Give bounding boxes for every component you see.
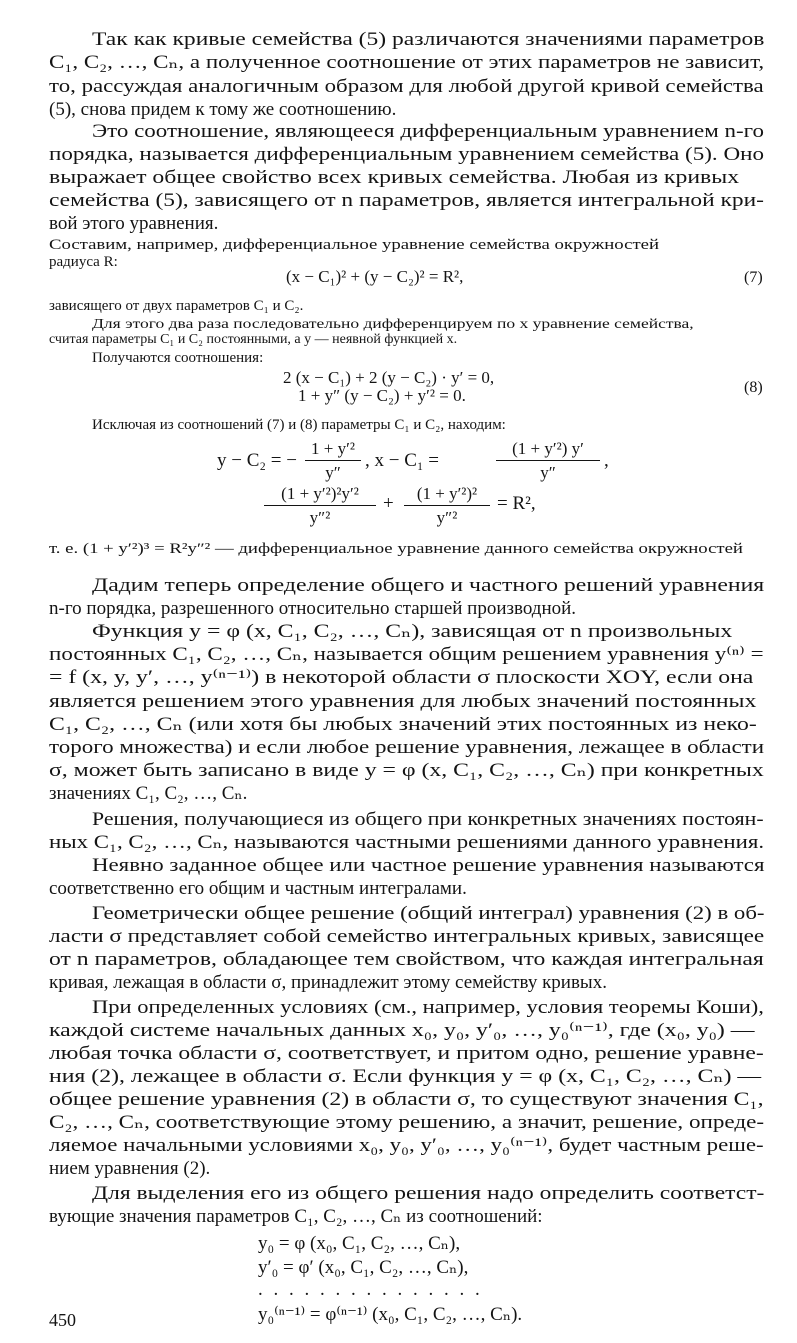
- expr-plus: +: [383, 493, 394, 514]
- frac1-numerator: 1 + y′²: [311, 439, 355, 458]
- text-line: зависящего от двух параметров C₁ и C₂.: [49, 298, 304, 314]
- expr-comma: ,: [604, 450, 609, 471]
- text-line: нием уравнения (2).: [49, 1158, 211, 1179]
- text-line: Исключая из соотношений (7) и (8) параметры C₁ и C₂, находим:: [92, 417, 506, 433]
- page-number: 450: [49, 1310, 76, 1330]
- text-line: (5), снова придем к тому же соотношению.: [49, 99, 397, 120]
- text-line: C₂, …, Cₙ, соответствующие этому решению, а значит, решение, опреде-: [49, 1112, 765, 1133]
- frac1-bar: [305, 460, 361, 461]
- text-line: Составим, например, дифференциальное уравнение семейства окружностей: [49, 237, 659, 253]
- frac2-numerator: (1 + y′²) y′: [512, 439, 584, 458]
- equation-8-line-1: 2 (x − C₁) + 2 (y − C₂) · y′ = 0,: [283, 368, 495, 387]
- text-line: то, рассуждая аналогичным образом для любой другой кривой семейства: [49, 76, 764, 97]
- text-line: кривая, лежащая в области σ, принадлежит этому семейству кривых.: [49, 972, 607, 993]
- frac3-denominator: y″²: [309, 508, 331, 527]
- text-line: C₁, C₂, …, Cₙ (или хотя бы любых значений этих постоянных из неко-: [49, 714, 757, 735]
- text-line: любая точка области σ, соответствует, и притом одно, решение уравне-: [49, 1043, 764, 1064]
- text-line: C₁, C₂, …, Cₙ, а полученное соотношение от этих параметров не зависит,: [49, 52, 765, 73]
- frac4-numerator: (1 + y′²)²: [416, 484, 478, 503]
- frac4-bar: [404, 505, 490, 506]
- text-line: т. е. (1 + y′²)³ = R²y″² — дифференциальное уравнение данного семейства окружностей: [49, 541, 743, 557]
- text-line: выражает общее свойство всех кривых семейства. Любая из кривых: [49, 167, 740, 188]
- text-line: Неявно заданное общее или частное решение уравнения называются: [92, 855, 765, 876]
- frac3-bar: [264, 505, 376, 506]
- text-line: Это соотношение, являющееся дифференциальным уравнением n-го: [92, 121, 764, 142]
- system-line-1: y₀ = φ (x₀, C₁, C₂, …, Cₙ),: [258, 1233, 461, 1254]
- expr-x-minus-c1: , x − C₁ =: [365, 450, 439, 471]
- text-line: При определенных условиях (см., например, условия теоремы Коши),: [92, 997, 764, 1018]
- text-line: вой этого уравнения.: [49, 213, 219, 234]
- text-line: от n параметров, обладающее тем свойством, что каждая интегральная: [49, 949, 764, 970]
- frac2-bar: [496, 460, 600, 461]
- frac3-numerator: (1 + y′²)²y′²: [281, 484, 359, 503]
- frac4-denominator: y″²: [436, 508, 458, 527]
- expr-y-minus-c2: y − C₂ = −: [217, 450, 297, 471]
- text-line: Функция y = φ (x, C₁, C₂, …, Cₙ), зависящая от n произвольных: [92, 621, 733, 642]
- text-line: семейства (5), зависящего от n параметров, является интегральной кри-: [49, 190, 764, 211]
- equation-number-8: (8): [744, 379, 763, 396]
- expr-rhs: = R²,: [497, 493, 536, 514]
- text-line: является решением этого уравнения для любых значений постоянных: [49, 691, 757, 712]
- text-line: ласти σ представляет собой семейство интегральных кривых, зависящее: [49, 926, 765, 947]
- text-line: n-го порядка, разрешенного относительно старшей производной.: [49, 598, 577, 619]
- frac1-denominator: y″: [325, 463, 341, 482]
- text-line: ных C₁, C₂, …, Cₙ, называются частными решениями данного уравнения.: [49, 832, 765, 853]
- system-line-2: y′₀ = φ′ (x₀, C₁, C₂, …, Cₙ),: [258, 1257, 469, 1278]
- text-line: порядка, называется дифференциальным уравнением семейства (5). Оно: [49, 144, 764, 165]
- equation-8-line-2: 1 + y″ (y − C₂) + y′² = 0.: [298, 386, 466, 405]
- text-line: ляемое начальными условиями x₀, y₀, y′₀, …, y₀⁽ⁿ⁻¹⁾, будет частным реше-: [49, 1135, 764, 1156]
- text-line: считая параметры C₁ и C₂ постоянными, а y — неявной функцией x.: [49, 332, 458, 347]
- system-line-4: y₀⁽ⁿ⁻¹⁾ = φ⁽ⁿ⁻¹⁾ (x₀, C₁, C₂, …, Cₙ).: [258, 1304, 523, 1325]
- text-line: Для этого два раза последовательно дифференцируем по x уравнение семейства,: [92, 317, 694, 332]
- text-line: вующие значения параметров C₁, C₂, …, Cₙ из соотношений:: [49, 1206, 543, 1227]
- text-line: Геометрически общее решение (общий интеграл) уравнения (2) в об-: [92, 903, 765, 924]
- text-line: ния (2), лежащее в области σ. Если функция y = φ (x, C₁, C₂, …, Cₙ) —: [49, 1066, 762, 1087]
- text-line: σ, может быть записано в виде y = φ (x, C₁, C₂, …, Cₙ) при конкретных: [49, 760, 764, 781]
- system-dots: . . . . . . . . . . . . . . .: [258, 1279, 483, 1300]
- text-line: торого множества) и если любое решение уравнения, лежащее в области: [49, 737, 765, 758]
- text-line: радиуса R:: [49, 254, 118, 270]
- text-line: соответственно его общим и частным интегралами.: [49, 878, 467, 899]
- text-line: Для выделения его из общего решения надо определить соответст-: [92, 1183, 765, 1204]
- equation-number-7: (7): [744, 269, 763, 286]
- text-line: Дадим теперь определение общего и частного решений уравнения: [92, 575, 765, 596]
- text-line: значениях C₁, C₂, …, Cₙ.: [49, 783, 248, 804]
- equation-7: (x − C₁)² + (y − C₂)² = R²,: [286, 267, 464, 286]
- text-line: каждой системе начальных данных x₀, y₀, y′₀, …, y₀⁽ⁿ⁻¹⁾, где (x₀, y₀) —: [49, 1020, 755, 1041]
- text-line: Так как кривые семейства (5) различаются значениями параметров: [92, 29, 765, 50]
- text-line: Получаются соотношения:: [92, 350, 264, 366]
- text-line: постоянных C₁, C₂, …, Cₙ, называется общим решением уравнения y⁽ⁿ⁾ =: [49, 644, 764, 665]
- text-line: общее решение уравнения (2) в области σ, то существуют значения C₁,: [49, 1089, 764, 1110]
- text-line: Решения, получающиеся из общего при конкретных значениях постоян-: [92, 809, 764, 830]
- frac2-denominator: y″: [540, 463, 556, 482]
- text-line: = f (x, y, y′, …, y⁽ⁿ⁻¹⁾) в некоторой области σ плоскости XOY, если она: [49, 667, 754, 688]
